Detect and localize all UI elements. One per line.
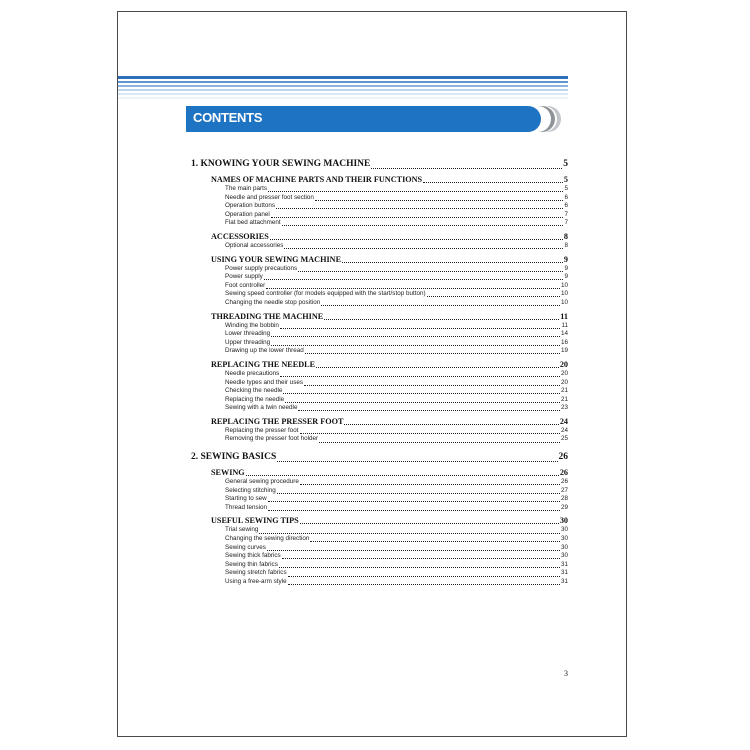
toc-entry-page: 21 <box>560 387 568 395</box>
toc-entry-page: 26 <box>560 478 568 486</box>
toc-entry[interactable] <box>191 535 568 544</box>
toc-entry-label: Selecting stitching <box>225 486 276 494</box>
toc-entry-label: Replacing the needle <box>225 395 285 403</box>
toc-entry-page: 14 <box>560 330 568 338</box>
toc-section-label: SEWING <box>211 468 245 478</box>
toc-entry-page: 5 <box>564 185 568 192</box>
dot-leader <box>288 575 560 577</box>
toc-entry-label: Starting to sew <box>225 495 267 503</box>
toc-section[interactable] <box>191 311 568 322</box>
toc-entry[interactable] <box>191 282 568 291</box>
dot-leader <box>316 366 559 368</box>
toc-section-label: USEFUL SEWING TIPS <box>211 516 299 526</box>
toc-entry-label: Operation panel <box>225 210 270 218</box>
dot-leader <box>300 522 559 524</box>
toc-entry-label: Needle precautions <box>225 369 280 377</box>
toc-entry[interactable] <box>191 526 568 535</box>
header-stripes <box>118 76 568 106</box>
toc-entry-label: General sewing procedure <box>225 478 299 486</box>
toc-entry-label: Needle and presser foot section <box>225 193 314 201</box>
toc-entry-label: Changing the needle stop position <box>225 298 321 306</box>
toc-entry[interactable] <box>191 202 568 211</box>
toc-chapter-page: 26 <box>558 452 568 463</box>
toc-entry-page: 31 <box>560 578 568 585</box>
toc-entry-page: 20 <box>560 369 568 377</box>
toc-entry-page: 11 <box>561 321 568 329</box>
toc-section-label: REPLACING THE NEEDLE <box>211 359 316 369</box>
toc-entry-page: 10 <box>560 290 568 298</box>
toc-entry-page: 24 <box>560 426 568 434</box>
toc-entry[interactable] <box>191 290 568 299</box>
dot-leader <box>304 384 560 386</box>
toc-entry[interactable] <box>191 370 568 379</box>
contents-banner <box>186 106 541 132</box>
toc-entry-page: 30 <box>560 552 568 560</box>
toc-section[interactable] <box>191 515 568 526</box>
toc-entry-page: 16 <box>560 338 568 346</box>
toc-entry[interactable] <box>191 569 568 578</box>
dot-leader <box>285 401 560 403</box>
toc-entry-page: 30 <box>560 535 568 543</box>
toc-chapter-page: 5 <box>563 159 568 169</box>
toc-entry-label: Operation buttons <box>225 202 276 210</box>
dot-leader <box>277 460 557 462</box>
toc-entry[interactable] <box>191 194 568 203</box>
toc-entry[interactable] <box>191 435 568 444</box>
toc-entry[interactable] <box>191 322 568 331</box>
dot-leader <box>288 583 560 585</box>
toc-section[interactable] <box>191 174 568 185</box>
toc-entry-page: 8 <box>564 241 568 249</box>
toc-entry[interactable] <box>191 379 568 388</box>
toc-entry[interactable] <box>191 578 568 587</box>
dot-leader <box>310 540 560 542</box>
toc-entry-label: Changing the sewing direction <box>225 535 310 543</box>
dot-leader <box>344 423 558 425</box>
toc-entry[interactable] <box>191 552 568 561</box>
toc-entry-page: 6 <box>564 202 568 210</box>
toc-entry[interactable] <box>191 387 568 396</box>
dot-leader <box>264 278 564 280</box>
dot-leader <box>305 352 560 354</box>
toc-entry-label: The main parts <box>225 185 267 192</box>
toc-entry[interactable] <box>191 339 568 348</box>
toc-entry-page: 19 <box>560 347 568 355</box>
toc-entry-label: Needle types and their uses <box>225 378 304 386</box>
toc-chapter[interactable] <box>191 157 568 171</box>
dot-leader <box>371 167 562 169</box>
toc-entry[interactable] <box>191 330 568 339</box>
toc-section-page: 20 <box>559 359 568 369</box>
dot-leader <box>280 375 560 377</box>
toc-entry[interactable] <box>191 478 568 487</box>
toc-entry-page: 28 <box>560 495 568 503</box>
dot-leader <box>315 199 564 201</box>
dot-leader <box>282 557 560 559</box>
page-number: 3 <box>564 669 568 678</box>
table-of-contents <box>191 155 568 587</box>
toc-entry[interactable] <box>191 504 568 513</box>
toc-section-page: 8 <box>563 231 568 241</box>
toc-entry[interactable] <box>191 427 568 436</box>
toc-entry-page: 6 <box>564 193 568 201</box>
toc-section-label: ACCESSORIES <box>211 231 269 241</box>
toc-entry[interactable] <box>191 487 568 496</box>
toc-entry[interactable] <box>191 211 568 220</box>
toc-entry-page: 23 <box>560 404 568 412</box>
toc-entry[interactable] <box>191 495 568 504</box>
toc-entry-label: Upper threading <box>225 338 271 346</box>
toc-section-label: THREADING THE MACHINE <box>211 311 324 321</box>
toc-section[interactable] <box>191 231 568 242</box>
dot-leader <box>270 238 563 240</box>
toc-entry-page: 10 <box>560 281 568 289</box>
dot-leader <box>342 261 563 263</box>
toc-section-label: NAMES OF MACHINE PARTS AND THEIR FUNCTIONS <box>211 175 423 184</box>
toc-entry-label: Sewing stretch fabrics <box>225 569 287 577</box>
toc-entry-label: Using a free-arm style <box>225 578 287 585</box>
toc-entry-page: 10 <box>560 298 568 306</box>
toc-entry-label: Sewing thick fabrics <box>225 552 281 560</box>
dot-leader <box>266 287 560 289</box>
dot-leader <box>268 509 560 511</box>
toc-entry-page: 25 <box>560 435 568 443</box>
toc-entry[interactable] <box>191 299 568 308</box>
toc-entry-page: 31 <box>560 569 568 577</box>
toc-section[interactable] <box>191 254 568 265</box>
toc-chapter-label: 2. SEWING BASICS <box>191 452 277 463</box>
toc-entry-label: Sewing curves <box>225 543 266 551</box>
toc-section-page: 26 <box>559 468 568 478</box>
toc-entry-label: Flat bed attachment <box>225 219 281 227</box>
toc-entry[interactable] <box>191 273 568 282</box>
toc-section[interactable] <box>191 359 568 370</box>
toc-section[interactable] <box>191 416 568 427</box>
dot-leader <box>319 441 560 443</box>
toc-section-page: 9 <box>563 254 568 264</box>
toc-entry[interactable] <box>191 185 568 194</box>
toc-entry-label: Lower threading <box>225 330 271 338</box>
dot-leader <box>279 566 560 568</box>
toc-entry-label: Drawing up the lower thread <box>225 347 304 355</box>
dot-leader <box>267 549 560 551</box>
toc-entry[interactable] <box>191 265 568 274</box>
toc-section-page: 30 <box>559 516 568 526</box>
toc-entry-label: Foot controller <box>225 281 266 289</box>
toc-entry-page: 7 <box>564 210 568 218</box>
dot-leader <box>283 392 560 394</box>
toc-entry-label: Thread tension <box>225 503 268 511</box>
toc-entry-page: 27 <box>560 486 568 494</box>
dot-leader <box>427 295 560 297</box>
toc-section-page: 11 <box>560 311 568 321</box>
toc-entry-label: Removing the presser foot holder <box>225 435 319 443</box>
dot-leader <box>277 492 560 494</box>
toc-entry-page: 30 <box>560 543 568 551</box>
dot-leader <box>324 318 559 320</box>
toc-entry-page: 20 <box>560 378 568 386</box>
dot-leader <box>268 500 560 502</box>
toc-entry[interactable] <box>191 404 568 413</box>
toc-entry-label: Sewing with a twin needle <box>225 404 298 412</box>
toc-entry-label: Replacing the presser foot <box>225 426 299 434</box>
toc-entry-label: Power supply precautions <box>225 264 298 272</box>
toc-section-label: REPLACING THE PRESSER FOOT <box>211 416 344 426</box>
dot-leader <box>298 409 560 411</box>
toc-entry[interactable] <box>191 242 568 251</box>
toc-entry-page: 9 <box>564 273 568 281</box>
dot-leader <box>268 190 563 192</box>
toc-entry-label: Sewing speed controller (for models equipped with the start/stop button) <box>225 290 426 298</box>
page-title: CONTENTS <box>193 110 263 125</box>
toc-chapter[interactable] <box>191 450 568 464</box>
toc-entry[interactable] <box>191 347 568 356</box>
banner-curve-icon <box>536 104 566 134</box>
dot-leader <box>280 327 561 329</box>
toc-section-label: USING YOUR SEWING MACHINE <box>211 254 342 264</box>
toc-section-page: 5 <box>563 175 568 184</box>
dot-leader <box>282 224 564 226</box>
toc-chapter-label: 1. KNOWING YOUR SEWING MACHINE <box>191 159 371 169</box>
dot-leader <box>246 474 559 476</box>
toc-entry-label: Checking the needle <box>225 387 283 395</box>
toc-entry[interactable] <box>191 561 568 570</box>
toc-entry[interactable] <box>191 396 568 405</box>
dot-leader <box>276 207 563 209</box>
dot-leader <box>300 432 560 434</box>
toc-entry-label: Sewing thin fabrics <box>225 560 278 568</box>
dot-leader <box>284 247 563 249</box>
toc-entry-page: 29 <box>560 503 568 511</box>
toc-entry-page: 31 <box>560 560 568 568</box>
toc-section-page: 24 <box>559 416 568 426</box>
toc-entry-label: Power supply <box>225 273 263 281</box>
toc-entry-label: Trial sewing <box>225 526 259 534</box>
dot-leader <box>321 304 560 306</box>
dot-leader <box>271 344 560 346</box>
dot-leader <box>271 335 560 337</box>
toc-entry-page: 7 <box>564 219 568 227</box>
toc-entry-label: Winding the bobbin <box>225 321 279 329</box>
toc-entry-label: Optional accessories <box>225 241 284 249</box>
toc-entry[interactable] <box>191 219 568 228</box>
document-page <box>117 11 627 737</box>
dot-leader <box>259 532 560 534</box>
dot-leader <box>300 483 560 485</box>
dot-leader <box>298 270 563 272</box>
dot-leader <box>423 181 563 183</box>
toc-entry-page: 30 <box>560 526 568 534</box>
toc-entry-page: 21 <box>560 395 568 403</box>
toc-section[interactable] <box>191 467 568 478</box>
toc-entry-page: 9 <box>564 264 568 272</box>
toc-entry[interactable] <box>191 544 568 553</box>
dot-leader <box>271 216 564 218</box>
